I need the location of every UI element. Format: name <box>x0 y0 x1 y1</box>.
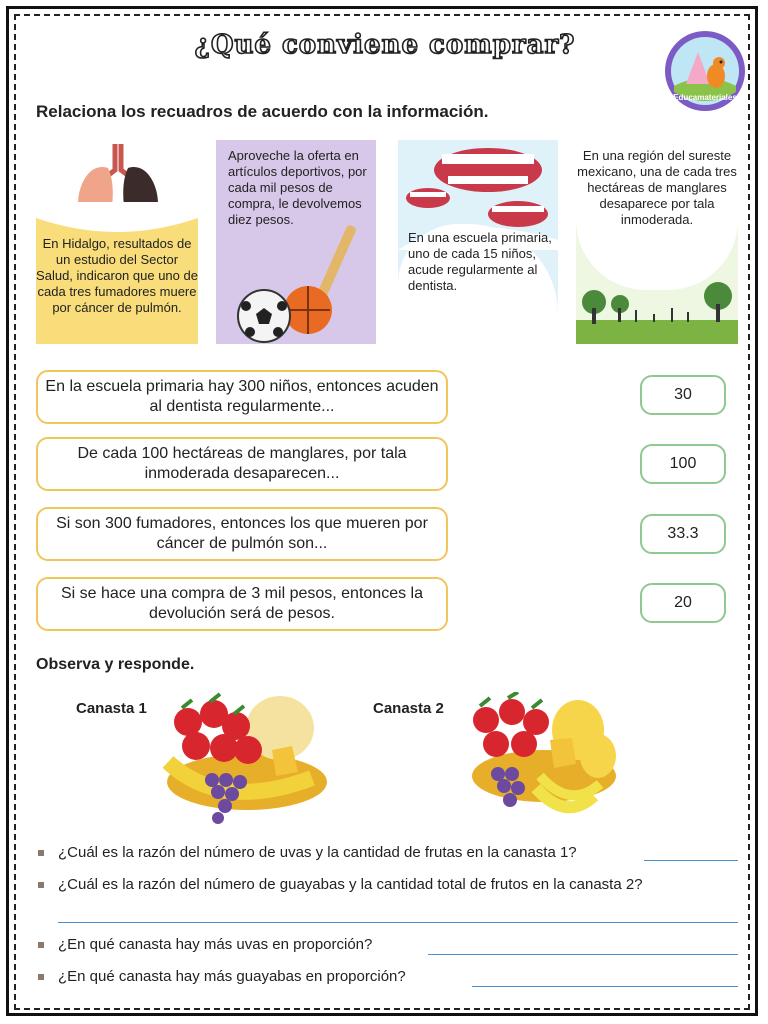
info-card-mangroves <box>576 140 738 344</box>
fruit-basket-2-icon <box>466 692 620 828</box>
page-title: ¿Qué conviene comprar? <box>194 30 576 60</box>
prompt-1: ¿Cuál es la razón del número de uvas y la cantidad de frutas en la canasta 1? <box>58 844 577 861</box>
sports-balls-icon <box>216 224 376 344</box>
bullet-icon <box>38 850 44 856</box>
answer-box-2[interactable]: 100 <box>640 444 726 484</box>
answer-line-1[interactable] <box>644 860 738 861</box>
logo-text: Educamateriales <box>673 93 737 102</box>
bullet-icon <box>38 882 44 888</box>
card-text: En una escuela primaria, uno de cada 15 niños, acude regularmente al dentista. <box>408 230 552 293</box>
question-box-3: Si son 300 fumadores, entonces los que mueren por cáncer de pulmón son... <box>36 507 448 561</box>
instruction: Relaciona los recuadros de acuerdo con la información. <box>36 102 489 121</box>
answer-line-2[interactable] <box>58 922 738 923</box>
question-box-2: De cada 100 hectáreas de manglares, por tala inmoderada desaparecen... <box>36 437 448 491</box>
basket-2-label: Canasta 2 <box>373 700 444 717</box>
info-card-dentist <box>398 140 558 344</box>
fruit-basket-1-icon <box>162 692 332 828</box>
card-text: Aproveche la oferta en artículos deportivos, por cada mil pesos de compra, le devolvemos diez pesos. <box>228 148 367 227</box>
info-card-lungs <box>36 140 198 344</box>
answer-box-3[interactable]: 33.3 <box>640 514 726 554</box>
answer-box-4[interactable]: 20 <box>640 583 726 623</box>
prompt-2: ¿Cuál es la razón del número de guayabas y la cantidad total de frutos en la canasta 2? <box>58 876 643 893</box>
answer-line-3[interactable] <box>428 954 738 955</box>
info-card-sports <box>216 140 376 344</box>
answer-line-4[interactable] <box>472 986 738 987</box>
bullet-icon <box>38 942 44 948</box>
section-heading: Observa y responde. <box>36 656 195 673</box>
trees-icon <box>576 280 738 344</box>
prompt-3: ¿En qué canasta hay más uvas en proporción? <box>58 936 373 953</box>
basket-1-label: Canasta 1 <box>76 700 147 717</box>
card-text: En Hidalgo, resultados de un estudio del Sector Salud, indicaron que uno de cada tres fumadores muere por cáncer de pulmón. <box>36 236 198 315</box>
bullet-icon <box>38 974 44 980</box>
question-box-4: Si se hace una compra de 3 mil pesos, entonces la devolución será de pesos. <box>36 577 448 631</box>
logo <box>664 30 746 112</box>
answer-box-1[interactable]: 30 <box>640 375 726 415</box>
card-text: En una región del sureste mexicano, una de cada tres hectáreas de manglares desaparece por tala inmoderada. <box>577 148 737 227</box>
prompt-4: ¿En qué canasta hay más guayabas en proporción? <box>58 968 406 985</box>
question-box-1: En la escuela primaria hay 300 niños, entonces acuden al dentista regularmente... <box>36 370 448 424</box>
